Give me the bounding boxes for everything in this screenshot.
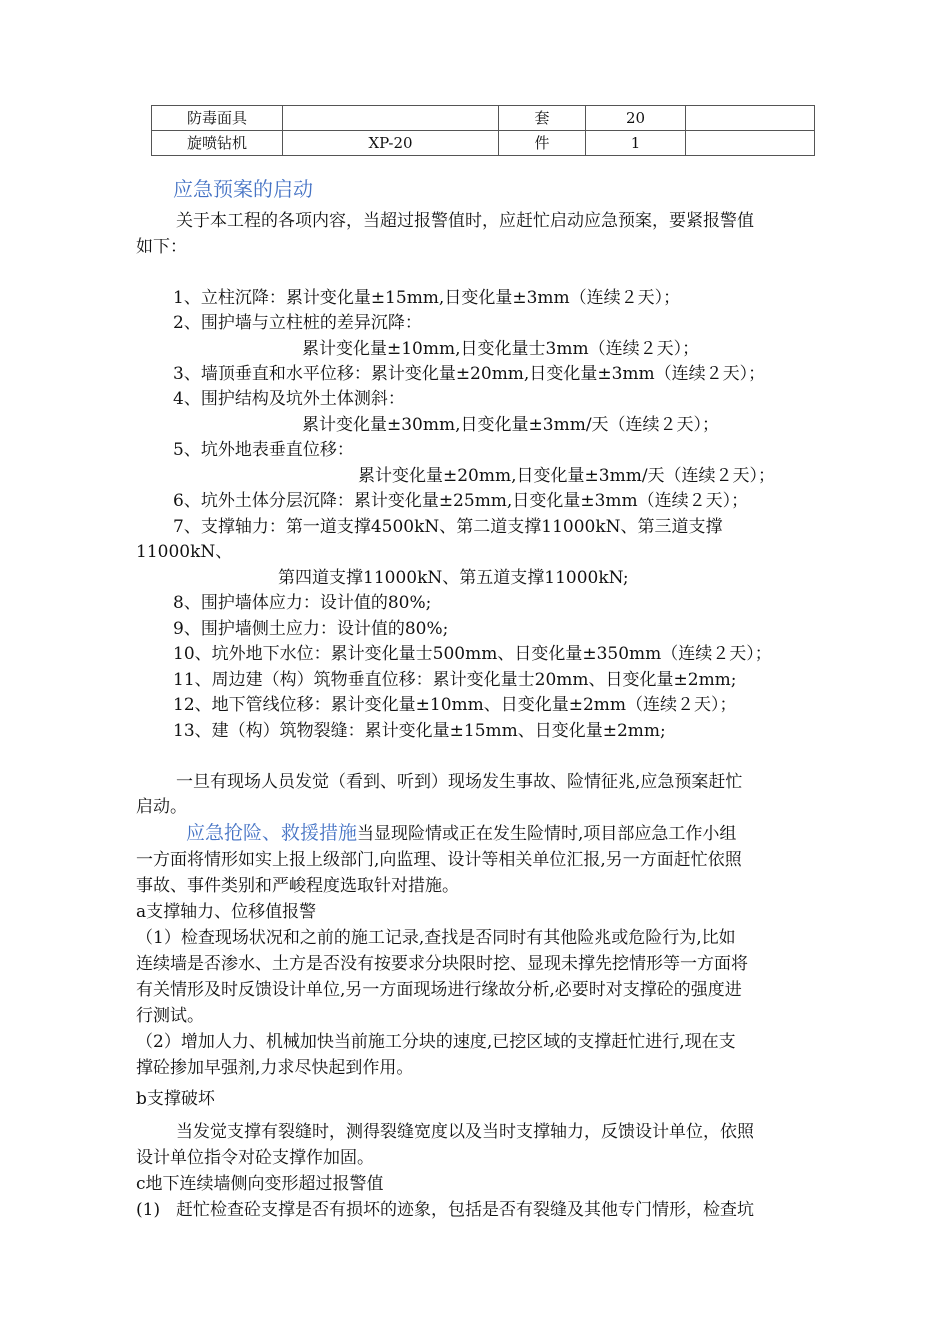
subheading: c地下连续墙侧向变形超过报警值 [136,1174,384,1194]
list-item: 11、周边建（构）筑物垂直位移：累计变化量士20mm、日变化量±2mm; [173,670,737,690]
list-item: 11000kN、 [136,542,233,562]
list-item: 5、坑外地表垂直位移： [173,440,354,460]
paragraph-line: 当发觉支撑有裂缝时，测得裂缝宽度以及当时支撑轴力，反馈设计单位，依照 [176,1122,754,1142]
table-row [152,106,815,131]
list-number: (1) [136,1200,161,1220]
subheading: b支撑破坏 [136,1089,215,1109]
section-heading: 应急预案的启动 [173,177,313,201]
paragraph-line: （2）增加人力、机械加快当前施工分块的速度,已挖区域的支撑赶忙进行,现在支 [136,1032,736,1052]
paragraph-line: 撑砼掺加早强剂,力求尽快起到作用。 [136,1058,414,1078]
list-item: 累计变化量±20mm,日变化量±3mm/天（连续２天）； [358,466,776,486]
paragraph-line [186,821,736,846]
paragraph-line: 启动。 [136,797,187,817]
table-cell [686,106,815,131]
table-cell: 防毒面具 [152,106,283,131]
table-row [152,131,815,156]
table-cell: 20 [586,106,686,131]
list-item: 13、建（构）筑物裂缝：累计变化量±15mm、日变化量±2mm; [173,721,666,741]
list-item: 7、支撑轴力：第一道支撑4500kN、第二道支撑11000kN、第三道支撑 [173,517,723,537]
list-item: 累计变化量±10mm,日变化量士3mm（连续２天）； [302,339,700,359]
list-item: 8、围护墙体应力：设计值的80%; [173,593,432,613]
table-cell: 旋喷钻机 [152,131,283,156]
table-cell: 套 [499,106,586,131]
table-cell: 件 [499,131,586,156]
list-item: 3、墙顶垂直和水平位移：累计变化量±20mm,日变化量±3mm（连续２天）； [173,364,766,384]
table-cell: XP-20 [283,131,499,156]
list-item: 4、围护结构及坑外土体测斜： [173,389,405,409]
list-item: 1、立柱沉降：累计变化量±15mm,日变化量±3mm（连续２天）； [173,288,681,308]
list-item: 2、围护墙与立柱桩的差异沉降： [173,313,422,333]
paragraph-line: 有关情形及时反馈设计单位,另一方面现场进行缘故分析,必要时对支撑砼的强度进 [136,980,742,1000]
list-item: 累计变化量±30mm,日变化量±3mm/天（连续２天）； [302,415,720,435]
table-cell [283,106,499,131]
list-item: 12、地下管线位移：累计变化量±10mm、日变化量±2mm（连续２天）； [173,695,737,715]
list-item: 10、坑外地下水位：累计变化量士500mm、日变化量±350mm（连续２天）； [173,644,772,664]
paragraph-line: 事故、事件类别和严峻程度选取针对措施。 [136,876,459,896]
list-item: 9、围护墙侧土应力：设计值的80%; [173,619,449,639]
paragraph-line: 如下： [136,237,187,257]
paragraph-line: 连续墙是否渗水、土方是否没有按要求分块限时挖、显现未撑先挖情形等一方面将 [136,954,748,974]
list-item: 6、坑外土体分层沉降：累计变化量±25mm,日变化量±3mm（连续２天）； [173,491,749,511]
section-heading: 应急抢险、救援措施 [186,822,358,844]
paragraph-line: 一旦有现场人员发觉（看到、听到）现场发生事故、险情征兆,应急预案赶忙 [176,772,743,792]
equipment-table [151,105,815,156]
paragraph-line: 一方面将情形如实上报上级部门,向监理、设计等相关单位汇报,另一方面赶忙依照 [136,850,742,870]
paragraph-line: 设计单位指令对砼支撑作加固。 [136,1148,374,1168]
subheading: a支撑轴力、位移值报警 [136,902,317,922]
paragraph-line: 关于本工程的各项内容，当超过报警值时，应赶忙启动应急预案，要紧报警值 [176,211,754,231]
paragraph-text: 当显现险情或正在发生险情时,项目部应急工作小组 [357,824,737,844]
table-cell: 1 [586,131,686,156]
list-item: 第四道支撑11000kN、第五道支撑11000kN; [278,568,629,588]
table-cell [686,131,815,156]
paragraph-line: 赶忙检查砼支撑是否有损坏的迹象，包括是否有裂缝及其他专门情形，检查坑 [176,1200,754,1220]
paragraph-line: （1）检查现场状况和之前的施工记录,查找是否同时有其他险兆或危险行为,比如 [136,928,736,948]
paragraph-line: 行测试。 [136,1006,204,1026]
